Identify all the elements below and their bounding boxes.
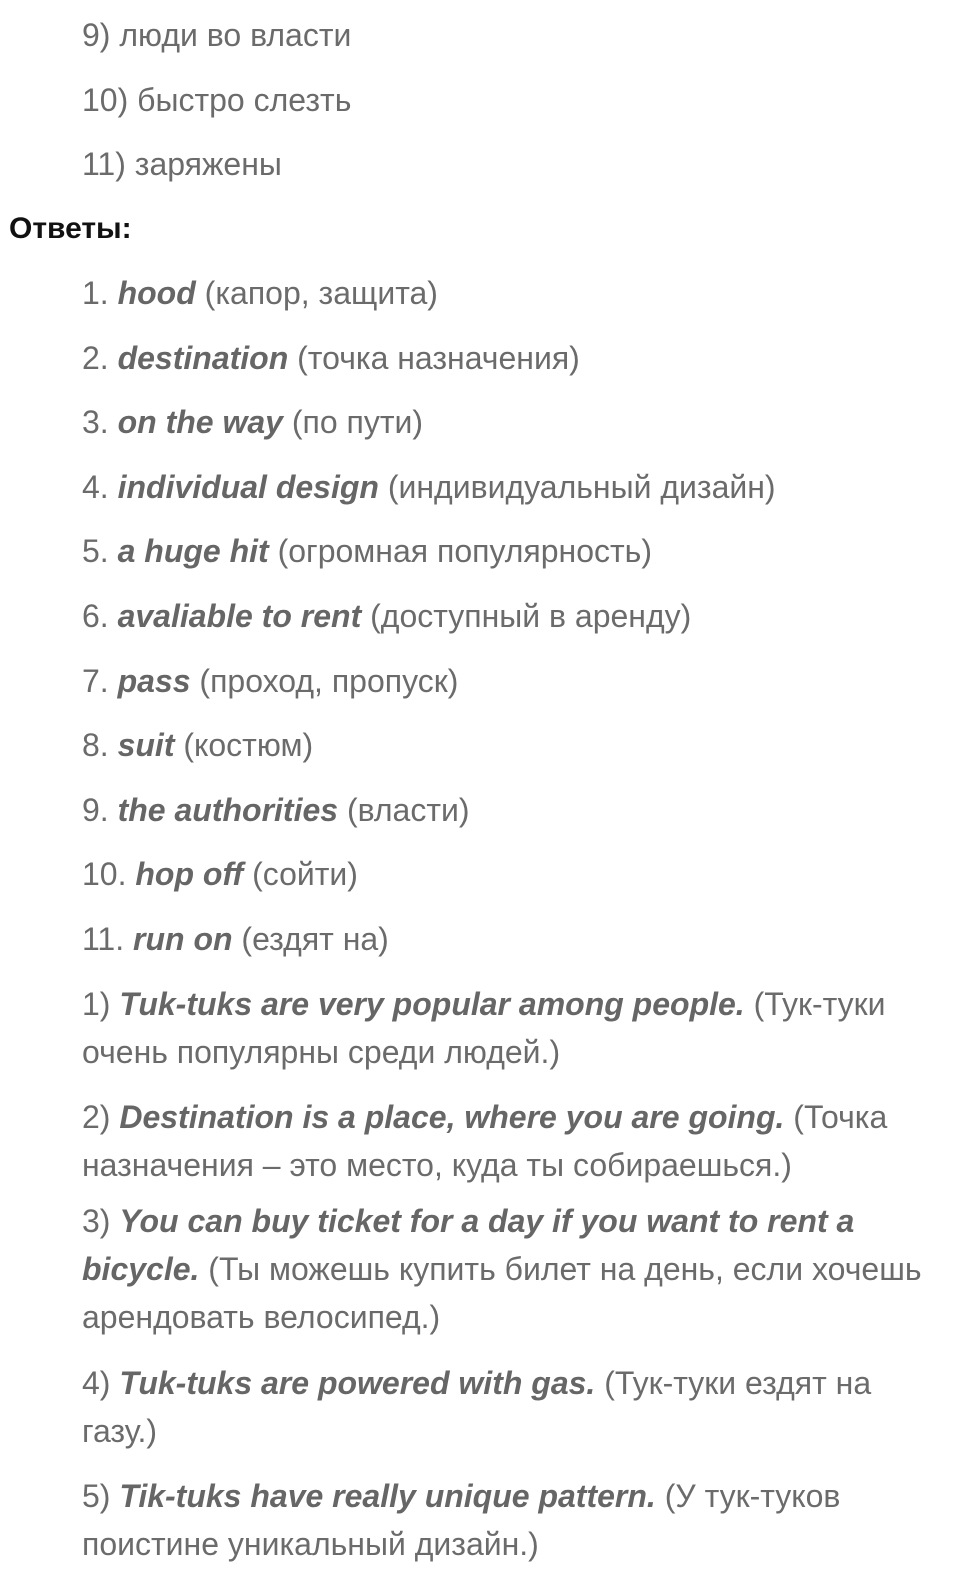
sentence-translation: (Тук-туки ездят на [604,1365,872,1401]
answer-item [82,334,580,382]
sentence-item [82,1359,948,1455]
prev-item: 9) люди во власти [82,17,352,53]
sentence-translation: очень популярны среди людей.) [82,1034,561,1070]
sentence-row [82,1245,948,1293]
sentence-number: 1) [82,986,111,1022]
answer-term: avaliable to rent [117,598,362,634]
answer-translation: (по пути) [291,404,424,440]
answer-translation: (ездят на) [241,921,389,957]
sentence-row [82,1520,948,1568]
answer-term: the authorities [117,792,339,828]
sentence-row [82,1093,948,1141]
sentence-english: bicycle. [82,1251,200,1287]
answer-term: run on [133,921,233,957]
answer-item [82,915,389,963]
sentence-row [82,1407,948,1455]
answer-number: 3. [82,404,109,440]
sentence-translation: арендовать велосипед.) [82,1299,441,1335]
answer-number: 7. [82,663,109,699]
answer-item [82,850,358,898]
sentence-row [82,1359,948,1407]
answer-item [82,592,691,640]
answer-translation: (доступный в аренду) [370,598,692,634]
answer-item [82,786,470,834]
sentence-translation: (Тук-туки [753,986,886,1022]
sentence-translation: назначения – это место, куда ты собираешься.) [82,1147,792,1183]
answer-term: hood [117,275,196,311]
answer-term: suit [117,727,175,763]
prev-item: 11) заряжены [82,146,282,182]
sentence-number: 5) [82,1478,111,1514]
sentence-translation: (Точка [793,1099,888,1135]
prev-item: 10) быстро слезть [82,82,352,118]
sentence-item [82,1472,948,1568]
answer-translation: (капор, защита) [204,275,438,311]
answer-translation: (индивидуальный дизайн) [387,469,776,505]
sentence-english: Tuk-tuks are powered with gas. [119,1365,596,1401]
answer-translation: (сойти) [252,856,358,892]
sentence-translation: (У тук-туков [664,1478,841,1514]
answer-item [82,398,423,446]
sentence-row [82,1197,948,1245]
answer-term: on the way [117,404,283,440]
answer-number: 9. [82,792,109,828]
sentence-item [82,1197,948,1341]
answer-term: individual design [117,469,379,505]
answer-term: a huge hit [117,533,269,569]
sentence-item [82,980,948,1076]
answers-heading: Ответы: [9,212,132,245]
sentence-translation: (Ты можешь купить билет на день, если хочешь [208,1251,922,1287]
sentence-english: Destination is a place, where you are going. [119,1099,785,1135]
sentence-translation: поистине уникальный дизайн.) [82,1526,539,1562]
sentence-row [82,1293,948,1341]
sentence-number: 3) [82,1203,111,1239]
answer-translation: (проход, пропуск) [199,663,459,699]
answer-term: destination [117,340,289,376]
answer-number: 4. [82,469,109,505]
answer-item [82,269,438,317]
answer-number: 8. [82,727,109,763]
answer-item [82,721,313,769]
answer-item [82,657,458,705]
answer-translation: (точка назначения) [297,340,580,376]
sentence-english: Tuk-tuks are very popular among people. [119,986,745,1022]
answer-number: 2. [82,340,109,376]
answer-number: 6. [82,598,109,634]
answer-item [82,527,652,575]
answer-number: 11. [82,921,125,957]
answer-term: pass [117,663,191,699]
sentence-row [82,1028,948,1076]
sentence-number: 4) [82,1365,111,1401]
answer-item [82,463,776,511]
sentence-number: 2) [82,1099,111,1135]
sentence-english: Tik-tuks have really unique pattern. [119,1478,656,1514]
sentence-row [82,1141,948,1189]
sentence-item [82,1093,948,1189]
answer-number: 1. [82,275,109,311]
answer-number: 5. [82,533,109,569]
answer-translation: (костюм) [183,727,314,763]
sentence-translation: газу.) [82,1413,158,1449]
answer-term: hop off [135,856,244,892]
sentence-row [82,1472,948,1520]
sentence-row [82,980,948,1028]
answer-number: 10. [82,856,127,892]
sentence-english: You can buy ticket for a day if you want to rent a [119,1203,855,1239]
answer-translation: (огромная популярность) [277,533,652,569]
answer-translation: (власти) [346,792,470,828]
